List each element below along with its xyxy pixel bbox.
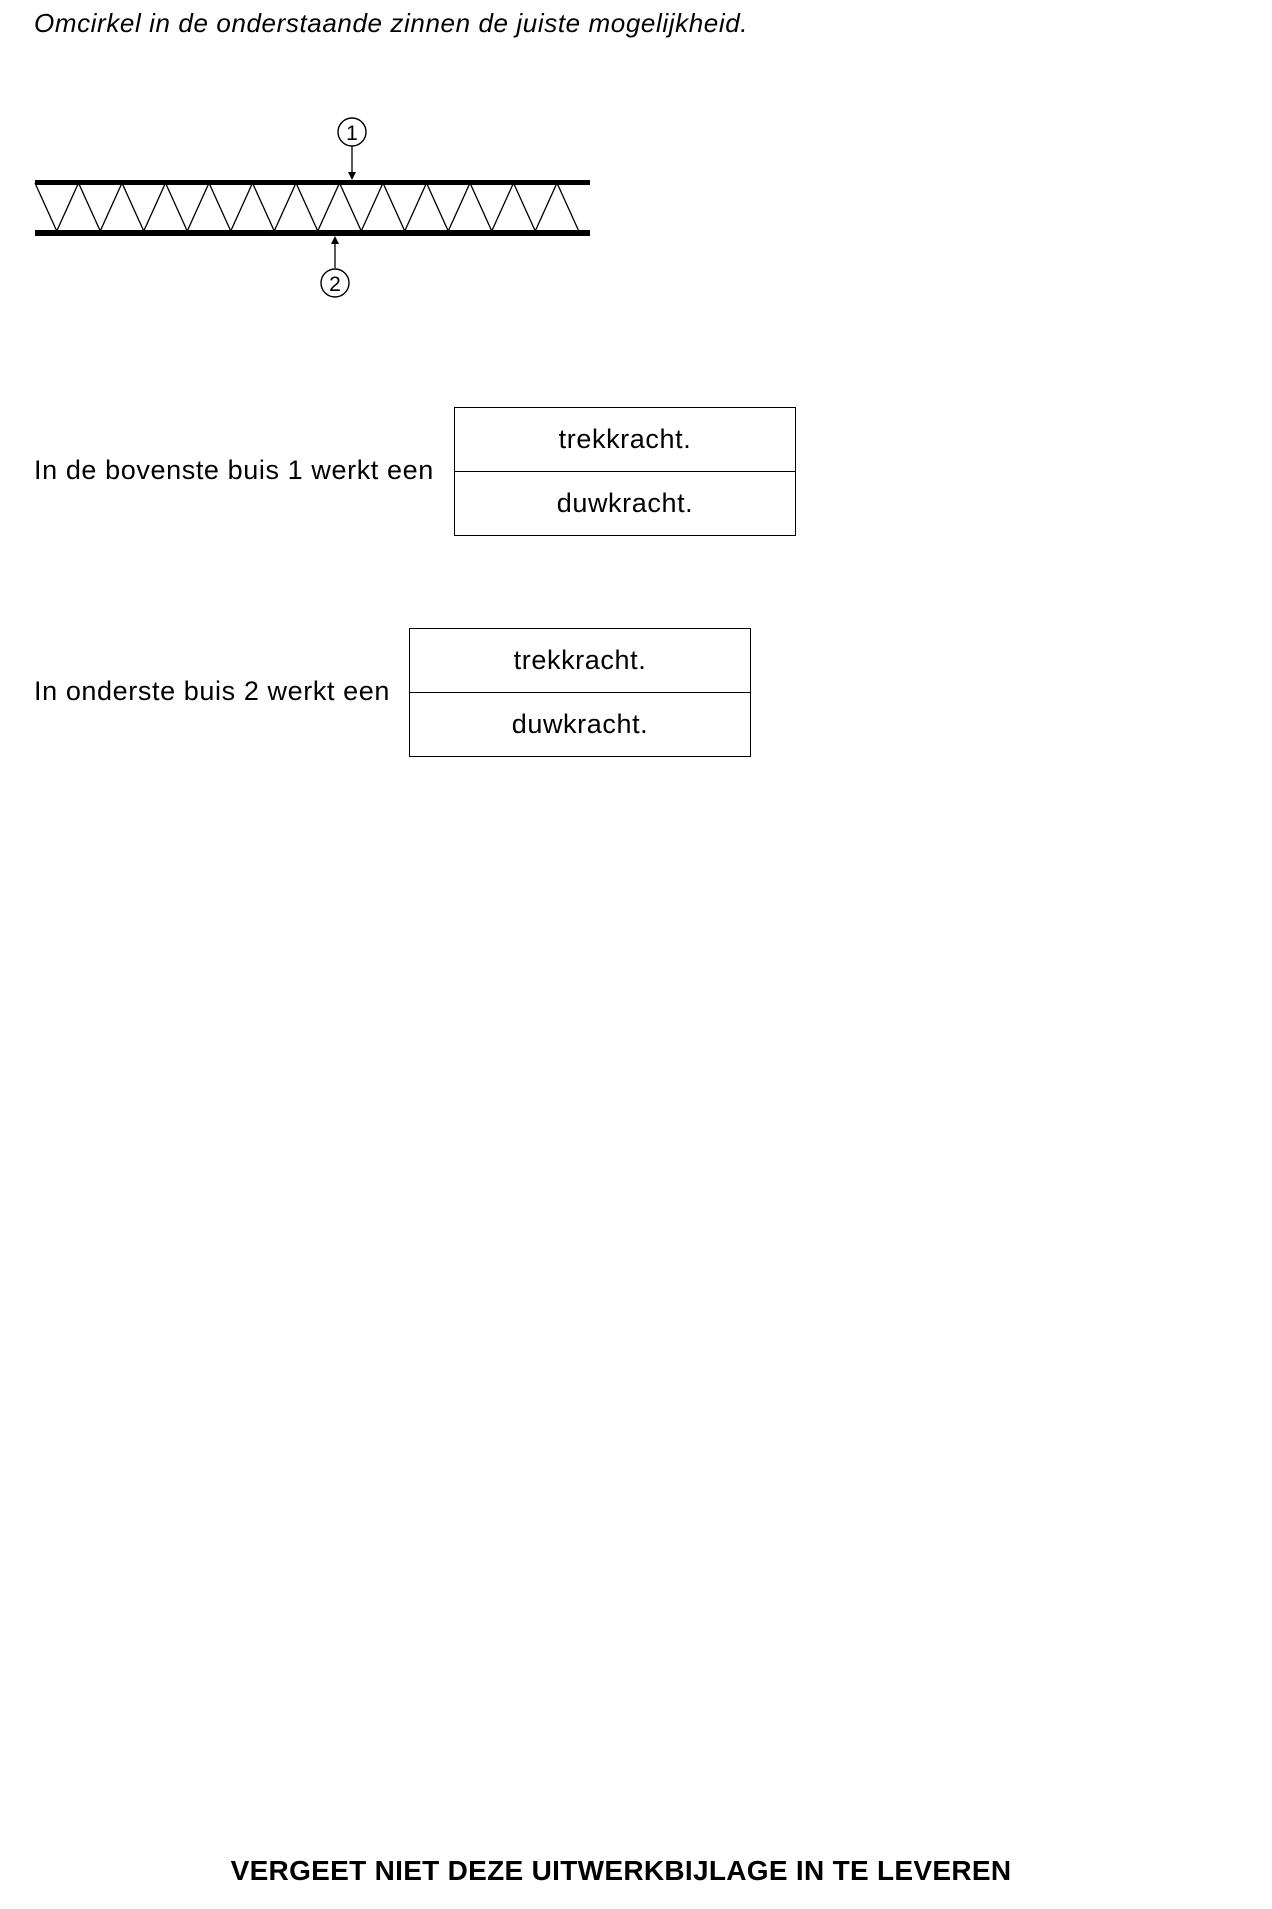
bottom-chord (35, 230, 590, 236)
truss-diagonals (35, 183, 579, 231)
question-2-options (409, 628, 751, 757)
question-1-option-trekkracht[interactable]: trekkracht. (455, 408, 795, 472)
question-2-sentence: In onderste buis 2 werkt een (34, 676, 391, 706)
member-1-label: 1 (346, 122, 358, 145)
question-1-option-duwkracht[interactable]: duwkracht. (556, 488, 694, 518)
member-2-label: 2 (329, 273, 341, 296)
question-1-sentence: In de bovenste buis 1 werkt een (34, 455, 434, 485)
truss-figure (30, 110, 590, 310)
instruction-text: Omcirkel in de onderstaande zinnen de juiste mogelijkheid. (34, 8, 749, 38)
question-2-option-trekkracht[interactable]: trekkracht. (410, 629, 750, 693)
top-chord (35, 180, 590, 185)
member-2-arrowhead (331, 236, 339, 244)
truss-web (35, 183, 579, 231)
question-1-options (454, 407, 796, 536)
footer-reminder: VERGEET NIET DEZE UITWERKBIJLAGE IN TE LEVEREN (230, 1855, 1012, 1886)
member-1-arrowhead (348, 172, 356, 180)
question-2-option-duwkracht[interactable]: duwkracht. (511, 709, 649, 739)
